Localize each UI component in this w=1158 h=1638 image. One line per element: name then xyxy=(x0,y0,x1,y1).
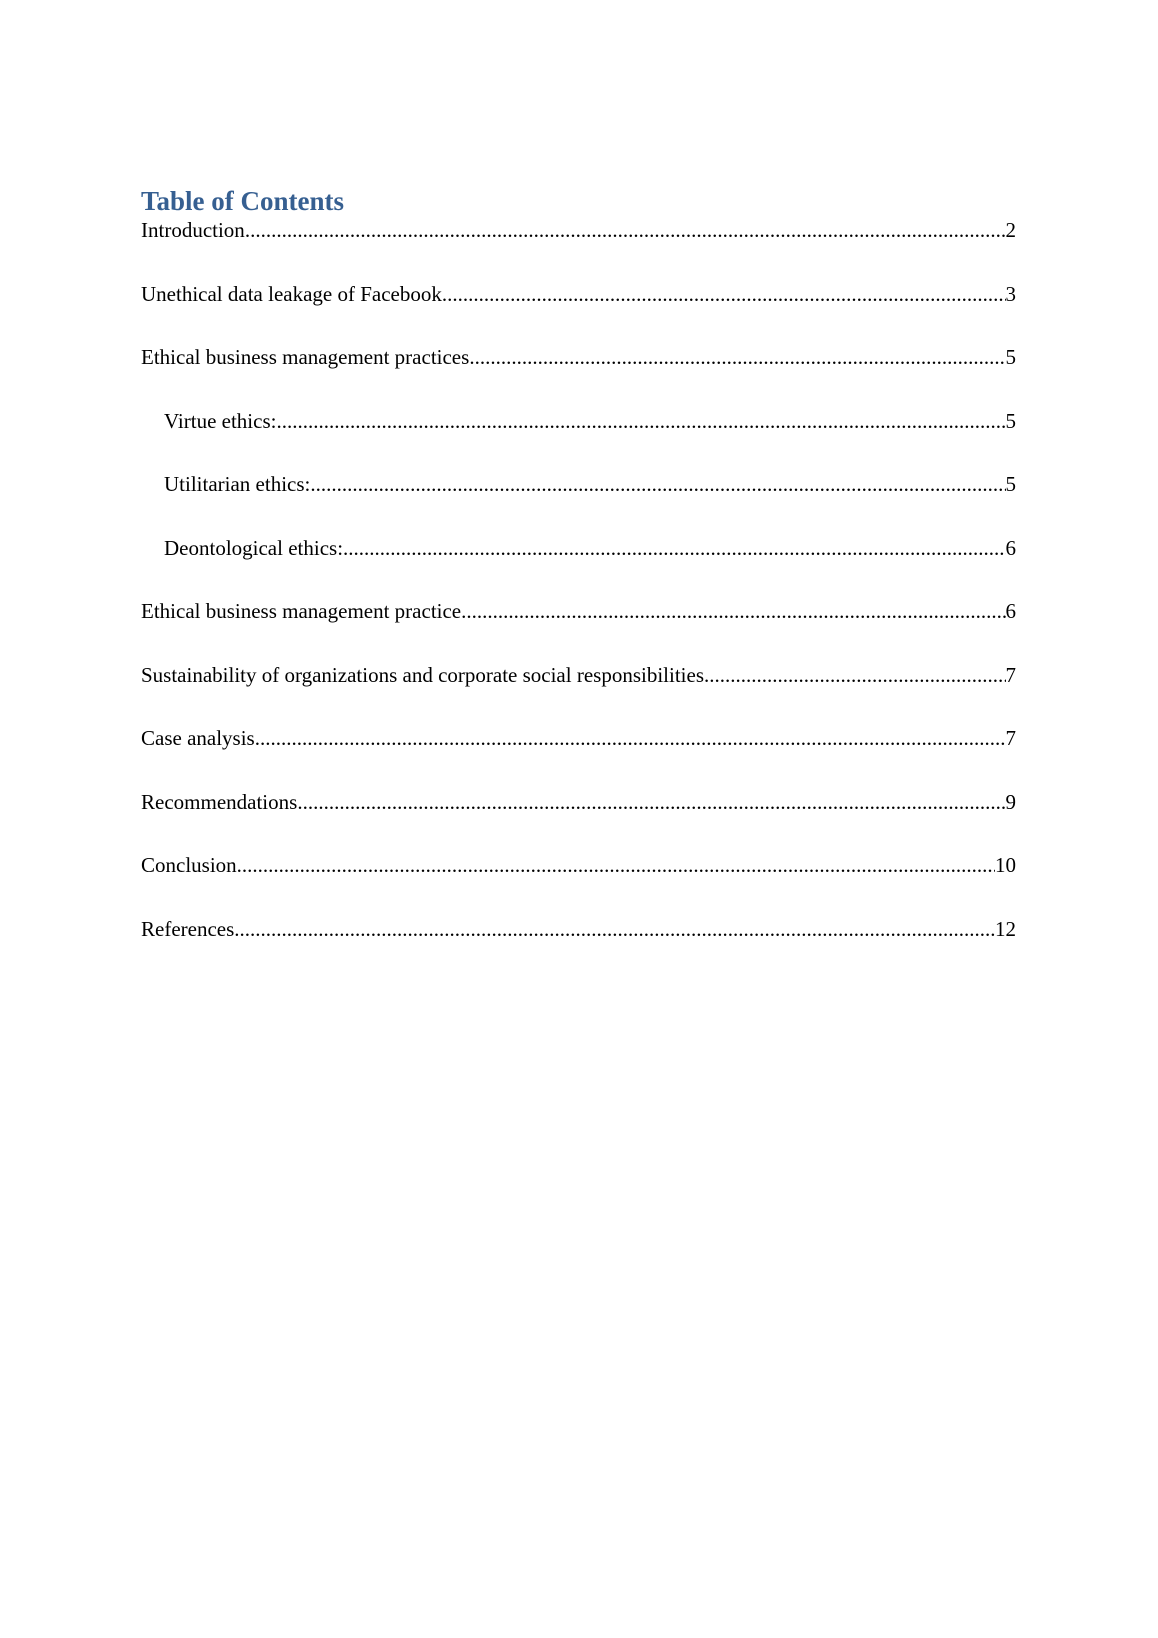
toc-entry-case-analysis[interactable] xyxy=(141,725,1016,751)
toc-page-number: 12 xyxy=(995,916,1016,941)
toc-entry-introduction[interactable] xyxy=(141,217,1016,243)
dot-leader xyxy=(461,598,1005,624)
toc-page-number: 5 xyxy=(1005,408,1016,433)
toc-title: Table of Contents xyxy=(141,186,345,216)
toc-entry-deontological-ethics[interactable] xyxy=(141,535,1016,561)
toc-entry-label: Recommendations xyxy=(141,789,298,814)
dot-leader xyxy=(469,344,1005,370)
toc-page-number: 9 xyxy=(1005,789,1016,814)
toc-entry-label: Sustainability of organizations and corporate social responsibilities xyxy=(141,662,704,687)
toc-entry-label: Deontological ethics: xyxy=(164,535,344,560)
toc-page-number: 5 xyxy=(1005,345,1016,369)
toc-entry-sustainability-csr[interactable] xyxy=(141,662,1016,688)
dot-leader xyxy=(276,408,1005,434)
toc-entry-ethical-business-management-practices[interactable] xyxy=(141,344,1016,370)
toc-page-number: 10 xyxy=(995,853,1016,877)
dot-leader xyxy=(245,217,1006,243)
toc-entry-label: Introduction xyxy=(141,218,245,242)
dot-leader xyxy=(442,281,1006,307)
table-of-contents xyxy=(141,185,1016,942)
toc-entry-label: Unethical data leakage of Facebook xyxy=(141,281,442,306)
toc-entry-references[interactable] xyxy=(141,916,1016,942)
toc-entry-conclusion[interactable] xyxy=(141,852,1016,878)
toc-page-number: 7 xyxy=(1005,726,1016,750)
toc-entry-label: Conclusion xyxy=(141,853,237,877)
toc-entry-unethical-data-leakage[interactable] xyxy=(141,281,1016,307)
toc-entry-label: Virtue ethics: xyxy=(164,408,277,433)
dot-leader xyxy=(255,725,1006,751)
toc-entry-label: Case analysis xyxy=(141,726,255,750)
dot-leader xyxy=(310,471,1005,497)
toc-page-number: 6 xyxy=(1005,599,1016,623)
dot-leader xyxy=(297,789,1005,815)
toc-entry-virtue-ethics[interactable] xyxy=(141,408,1016,434)
toc-page-number: 7 xyxy=(1005,662,1016,687)
dot-leader xyxy=(237,852,995,878)
toc-page-number: 5 xyxy=(1005,472,1016,496)
toc-entry-recommendations[interactable] xyxy=(141,789,1016,815)
toc-page-number: 3 xyxy=(1005,281,1016,306)
dot-leader xyxy=(343,535,1005,561)
toc-entry-utilitarian-ethics[interactable] xyxy=(141,471,1016,497)
toc-page-number: 6 xyxy=(1005,535,1016,560)
dot-leader xyxy=(234,916,995,942)
toc-entry-label: Ethical business management practices xyxy=(141,345,470,369)
toc-page-number: 2 xyxy=(1005,218,1016,242)
toc-entry-ethical-business-management-practice[interactable] xyxy=(141,598,1016,624)
toc-entry-label: Utilitarian ethics: xyxy=(164,472,311,496)
toc-list xyxy=(141,217,1016,942)
toc-entry-label: References xyxy=(141,916,235,941)
toc-entry-label: Ethical business management practice xyxy=(141,599,462,623)
dot-leader xyxy=(704,662,1006,688)
